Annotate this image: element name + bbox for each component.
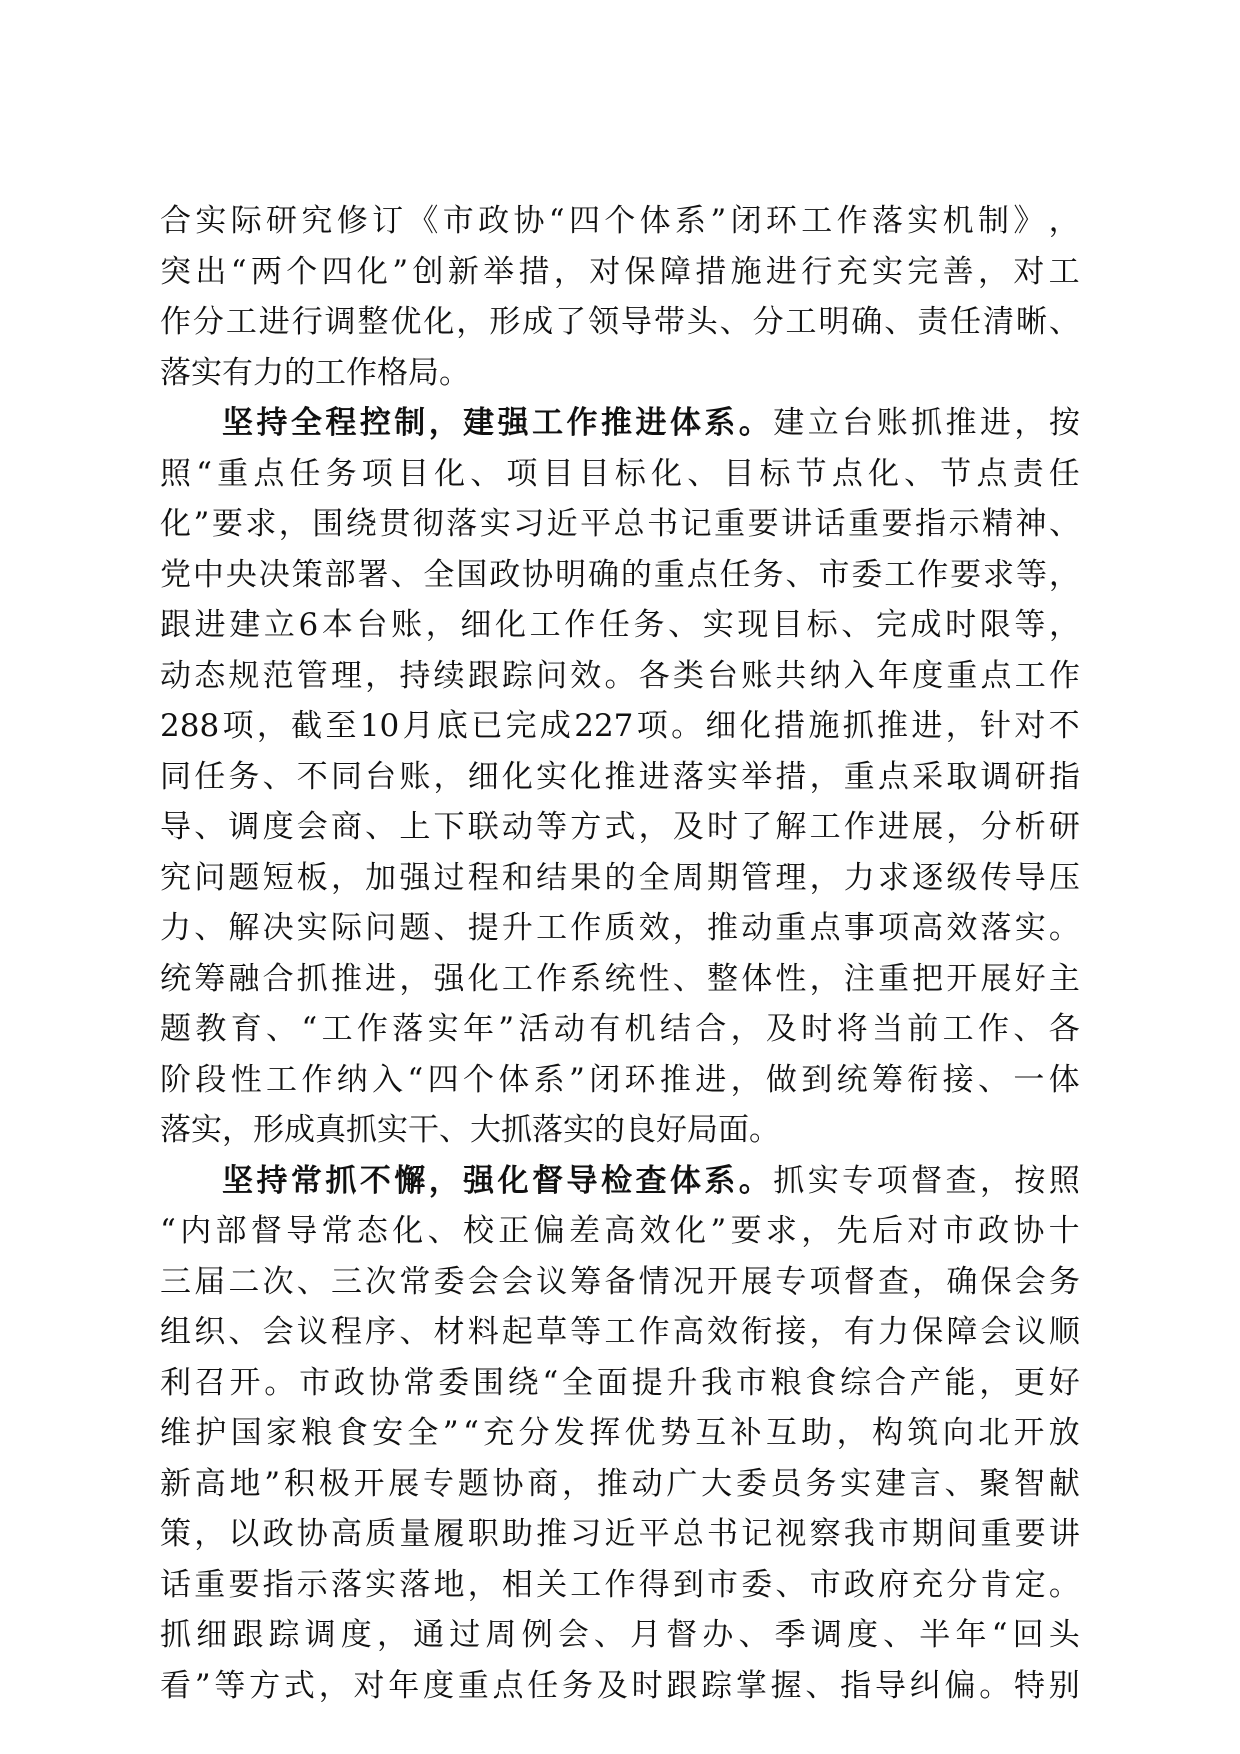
text-line: 288 项 ， 截 至 10 月 底 已 完 成 227 项 。 细 化 措 施 抓 推 进 ， 针 对 不: [160, 708, 1080, 744]
text-line: 坚 持 常 抓 不 懈 ， 强 化 督 导 检 查 体 系 。 抓 实 专 项 督 查 ， 按 照: [222, 1162, 1080, 1199]
text-line: 三 届 二 次 、 三 次 常 委 会 会 议 筹 备 情 况 开 展 专 项 督 查 ， 确 保 会 务: [160, 1263, 1080, 1300]
text-line: 跟 进 建 立 6 本 台 账 ， 细 化 工 作 任 务 、 实 现 目 标 、 完 成 时 限 等 ，: [160, 607, 1080, 643]
text-line: 策 ， 以 政 协 高 质 量 履 职 助 推 习 近 平 总 书 记 视 察 我 市 期 间 重 要 讲: [160, 1516, 1080, 1552]
text-line: 题 教 育 、 “ 工 作 落 实 年 ” 活 动 有 机 结 合 ， 及 时 将 当 前 工 作 、 各: [160, 1011, 1080, 1047]
text-line: “ 内 部 督 导 常 态 化 、 校 正 偏 差 高 效 化 ” 要 求 ， 先 后 对 市 政 协 十: [160, 1213, 1080, 1249]
text-line: 同 任 务 、 不 同 台 账 ， 细 化 实 化 推 进 落 实 举 措 ， 重 点 采 取 调 研 指: [160, 758, 1080, 795]
text-line: 化 ” 要 求 ， 围 绕 贯 彻 落 实 习 近 平 总 书 记 重 要 讲 话 重 要 指 示 精 神 、: [160, 506, 1080, 542]
text-line: 作 分 工 进 行 调 整 优 化 ， 形 成 了 领 导 带 头 、 分 工 明 确 、 责 任 清 晰 、: [160, 304, 1080, 340]
text-line: 组 织 、 会 议 程 序 、 材 料 起 草 等 工 作 高 效 衔 接 ， 有 力 保 障 会 议 顺: [160, 1314, 1080, 1350]
text-line: 落 实 有 力 的 工 作 格 局 。: [160, 354, 470, 391]
text-line: 阶 段 性 工 作 纳 入 “ 四 个 体 系 ” 闭 环 推 进 ， 做 到 统 筹 衔 接 、 一 体: [160, 1061, 1080, 1098]
text-line: 统 筹 融 合 抓 推 进 ， 强 化 工 作 系 统 性 、 整 体 性 ， 注 重 把 开 展 好 主: [160, 960, 1080, 997]
text-line: 落 实 ， 形 成 真 抓 实 干 、 大 抓 落 实 的 良 好 局 面 。: [160, 1112, 780, 1148]
text-line: 坚 持 全 程 控 制 ， 建 强 工 作 推 进 体 系 。 建 立 台 账 抓 推 进 ， 按: [222, 405, 1080, 441]
text-line: 究 问 题 短 板 ， 加 强 过 程 和 结 果 的 全 周 期 管 理 ， 力 求 逐 级 传 导 压: [160, 859, 1080, 896]
text-line: 力 、 解 决 实 际 问 题 、 提 升 工 作 质 效 ， 推 动 重 点 事 项 高 效 落 实 。: [160, 910, 1080, 946]
text-line: 导 、 调 度 会 商 、 上 下 联 动 等 方 式 ， 及 时 了 解 工 作 进 展 ， 分 析 研: [160, 809, 1080, 845]
text-line: 新 高 地 ” 积 极 开 展 专 题 协 商 ， 推 动 广 大 委 员 务 实 建 言 、 聚 智 献: [160, 1465, 1080, 1502]
text-line: 动 态 规 范 管 理 ， 持 续 跟 踪 问 效 。 各 类 台 账 共 纳 入 年 度 重 点 工 作: [160, 657, 1080, 694]
text-line: 合 实 际 研 究 修 订 《 市 政 协 “ 四 个 体 系 ” 闭 环 工 作 落 实 机 制 》 ，: [160, 203, 1080, 239]
text-line: 看 ” 等 方 式 ， 对 年 度 重 点 任 务 及 时 跟 踪 掌 握 、 指 导 纠 偏 。 特 别: [160, 1667, 1080, 1704]
text-line: 党 中 央 决 策 部 署 、 全 国 政 协 明 确 的 重 点 任 务 、 市 委 工 作 要 求 等 ，: [160, 556, 1080, 593]
text-line: 突 出 “ 两 个 四 化 ” 创 新 举 措 ， 对 保 障 措 施 进 行 充 实 完 善 ， 对 工: [160, 253, 1080, 290]
document-page: [160, 196, 1080, 1711]
text-line: 维 护 国 家 粮 食 安 全 ” “ 充 分 发 挥 优 势 互 补 互 助 ， 构 筑 向 北 开 放: [160, 1415, 1080, 1451]
text-line: 照 “ 重 点 任 务 项 目 化 、 项 目 目 标 化 、 目 标 节 点 化 、 节 点 责 任: [160, 455, 1080, 492]
text-line: 利 召 开 。 市 政 协 常 委 围 绕 “ 全 面 提 升 我 市 粮 食 综 合 产 能 ， 更 好: [160, 1364, 1080, 1401]
text-line: 话 重 要 指 示 落 实 落 地 ， 相 关 工 作 得 到 市 委 、 市 政 府 充 分 肯 定 。: [160, 1566, 1080, 1603]
text-line: 抓 细 跟 踪 调 度 ， 通 过 周 例 会 、 月 督 办 、 季 调 度 、 半 年 “ 回 头: [160, 1617, 1080, 1653]
